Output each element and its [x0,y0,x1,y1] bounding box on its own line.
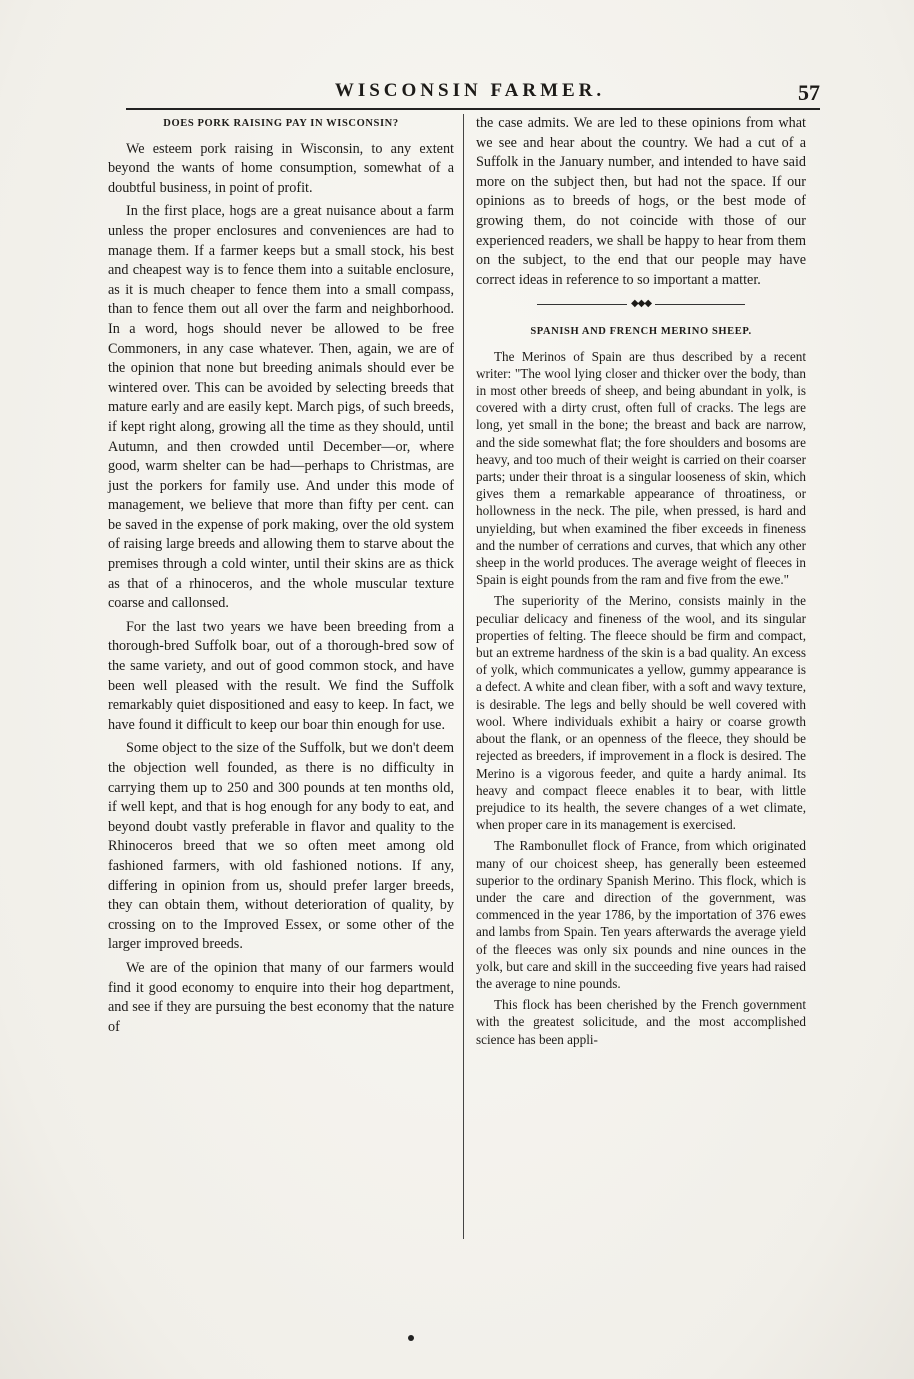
article-paragraph: For the last two years we have been breeding from a thorough-bred Suffolk boar, out of a thorough-bred sow of the same variety, and out of good common stock, and have been well pleased with the result. We find the Suffolk remarkably quiet dispositioned and easy to keep. In fact, we have found it difficult to keep our boar thin enough for use. [108,618,454,733]
article-heading-merino: SPANISH AND FRENCH MERINO SHEEP. [530,326,752,338]
running-head [120,80,820,110]
article-paragraph-continued: the case admits. We are led to these opinions from what we see and hear about the country. We had a cut of a Suffolk in the January number, and intended to have said more on the subject then, but had not the space. If our opinions as to breeds of hogs, or the best mode of growing them, do not coincide with those of our experienced readers, we shall be happy to hear from them on the subject, to the end that our people may have correct ideas in reference to so important a matter. [476,115,806,288]
article-paragraph: The Rambonullet flock of France, from which originated many of our choicest sheep, has generally been esteemed superior to the ordinary Spanish Merino. This flock, which is under the care and direction of the government, was commenced in the year 1786, by the importation of 376 ewes and lambs from Spain. Ten years afterwards the average yield of the fleeces was only six pounds and nine ounces in the yolk, but care and skill in the succeeding five years had raised the average to nine pounds. [476,838,806,991]
article-paragraph: The Merinos of Spain are thus described by a recent writer: "The wool lying closer and thicker over the body, than in most other breeds of sheep, and being abundant in yolk, is covered with a dirty crust, often full of cracks. The legs are long, yet small in the bone; the breast and back are narrow, and the side somewhat flat; the fore shoulders and bosoms are heavy, and too much of their weight is carried on their coarser parts; under their throat is a singular looseness of skin, which gives them a remarkable appearance of throatiness, or hollowness in the neck. The pile, when pressed, is hard and unyielding, but when examined the fiber exceeds in fineness and the number of cerrations and curves, that which any other sheep in the world produces. The average weight of fleeces in Spain is eight pounds from the ram and five from the ewe." [476,348,806,588]
article-paragraph: We esteem pork raising in Wisconsin, to any extent beyond the wants of home consumption, somewhat of a doubtful business, in point of profit. [108,140,454,196]
article-heading-pork: DOES PORK RAISING PAY IN WISCONSIN? [163,118,399,129]
publication-title: WISCONSIN FARMER. [334,80,606,101]
column-rule [463,114,464,1239]
article-paragraph: This flock has been cherished by the French government with the greatest solicitude, and the most accomplished science has been appli- [476,997,806,1047]
header-rule [126,108,820,110]
article-paragraph: In the first place, hogs are a great nuisance about a farm unless the proper enclosures and conveniences are had to manage them. If a farmer keeps but a small stock, his best and cheapest way is to fence them into a suitable enclosure, as it is much cheaper to fence them into a small compass, than to fence them out all over the farm and neighborhood. In a word, hogs should never be allowed to be free Commoners, in any case whatever. Then, again, we are of the opinion that none but breeding animals should ever be wintered over. This can be avoided by selecting breeds that mature early and are easily kept. March pigs, of such breeds, if kept right along, growing all the time as they should, until Autumn, and then crowded until December—or, where good, warm shelter can be had—perhaps to Christmas, are just the porkers for family use. And under this mode of management, we believe that more than fifty per cent. can be saved in the expense of pork making, over the old system of raising large breeds and allowing them to starve about the premises through a cold winter, until their skins are as thick as that of a rhinoceros, and the whole muscular texture coarse and callonsed. [108,203,454,612]
section-divider: ◆◆◆ [476,294,806,314]
ink-dot [408,1335,414,1341]
right-column [476,114,806,1052]
article-paragraph: The superiority of the Merino, consists mainly in the peculiar delicacy and fineness of the wool, and its singular properties of felting. The fleece should be firm and compact, but an extreme hardness of the skin is a bad quality. An excess of yolk, which communicates a yellow, gummy appearance is a defect. A white and clean fiber, with a soft and wavy texture, is desirable. The legs and belly should be well covered with wool. Where individuals exhibit a hairy or coarse growth about the flank, or an openness of the fleece, they should be rejected as breeders, if improvement in a flock is desired. The Merino is a vigorous feeder, and quite a hardy animal. Its heavy and compact fleece enables it to bear, with little prejudice to its health, the severe changes of a wet climate, when proper care in its management is exercised. [476,593,806,833]
page-number: 57 [798,80,820,105]
left-column [108,114,454,1041]
merino-article-body [476,348,806,1048]
article-paragraph: We are of the opinion that many of our farmers would find it good economy to enquire into their hog department, and see if they are pursuing the best economy that the nature of [108,959,454,1035]
article-paragraph: Some object to the size of the Suffolk, but we don't deem the objection well founded, as there is no difficulty in carrying them up to 250 and 300 pounds at ten months old, if well kept, and that is hog enough for any body to eat, and beyond doubt vastly preferable in flavor and quality to the Rhinoceros breed that we so often meet among old fashioned farmers, with old fashioned notions. If any, differing in opinion from us, should prefer larger breeds, they can obtain them, without deterioration of quality, by crossing on to the Improved Essex, or some other of the larger improved breeds. [108,740,454,953]
